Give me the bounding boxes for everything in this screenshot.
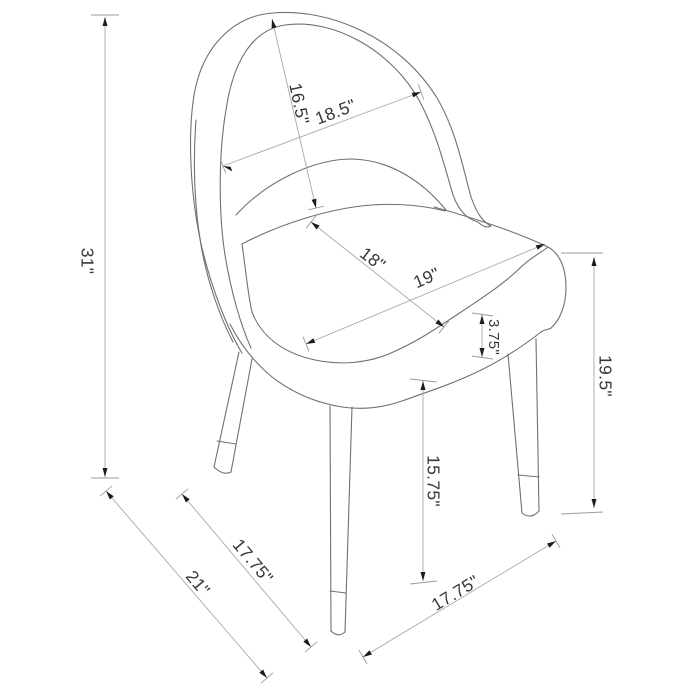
dimension-label-leg-span-front: 17.75" — [427, 570, 483, 615]
leg-span-front-arrow-left — [363, 650, 372, 657]
seat-width-arrow-left — [306, 338, 315, 344]
dimension-leg-span-front — [359, 534, 560, 664]
dimension-label-overall-height: 31" — [77, 247, 98, 275]
dimension-label-back-height: 16.5" — [285, 81, 314, 127]
chair-seat-right-corner-bulge — [548, 247, 566, 328]
dimension-overall-height — [77, 15, 119, 478]
back-left-leg-foot — [214, 467, 231, 473]
seat-thickness-arrow-bottom — [480, 348, 485, 357]
seat-height-arrow-top — [592, 257, 597, 266]
seat-height-arrow-bottom — [592, 499, 597, 508]
front-left-leg-foot — [331, 631, 345, 635]
seat-depth-arrow-top — [311, 222, 320, 230]
back-height-arrow-bottom — [312, 199, 317, 208]
dimension-back-width — [220, 85, 424, 174]
dimension-label-seat-thickness: 3.75" — [485, 318, 503, 356]
floor-to-seat-bottom-arrow-top — [421, 381, 426, 390]
dimension-seat-thickness — [472, 313, 502, 359]
seat-thickness-tick-bottom — [472, 356, 493, 359]
seat-width-line — [306, 244, 545, 344]
chair-back-left-leg — [214, 352, 252, 473]
dimension-label-seat-height: 19.5" — [595, 355, 616, 397]
dimension-label-leg-span-side: 17.75" — [228, 534, 278, 588]
chair-front-left-leg — [330, 406, 352, 635]
back-width-arrow-right — [412, 92, 421, 98]
seat-width-tick-left — [303, 337, 309, 352]
chair-right-leg — [508, 339, 539, 516]
dimension-label-seat-depth: 18" — [356, 242, 390, 275]
floor-to-seat-bottom-tick-bottom — [410, 581, 437, 584]
back-width-tick-right — [418, 85, 424, 100]
dimension-seat-height — [561, 253, 615, 514]
chair-backrest-left-seam-line — [194, 120, 233, 342]
chair-backrest-outer-edge — [191, 12, 491, 353]
seat-thickness-arrow-top — [480, 315, 485, 324]
front-left-leg-inner-edge — [345, 407, 352, 632]
chair-seat-left-corner-edge — [242, 244, 252, 312]
floor-to-seat-bottom-tick-top — [410, 379, 437, 382]
leg-span-front-arrow-right — [547, 541, 556, 548]
right-leg-inner-edge — [536, 339, 539, 511]
seat-width-arrow-right — [536, 244, 545, 250]
dimension-label-back-width: 18.5" — [312, 94, 359, 129]
back-height-arrow-top — [272, 19, 277, 28]
dimension-floor-to-seat-bottom — [410, 379, 443, 584]
overall-height-arrow-bottom — [103, 468, 108, 477]
overall-height-arrow-top — [103, 17, 108, 26]
right-leg-cap-line — [518, 475, 539, 477]
chair-back-cushion-top-edge — [236, 159, 446, 215]
back-width-line — [223, 92, 421, 166]
dimension-label-floor-to-seat-bottom: 15.75" — [423, 455, 444, 507]
leg-span-front-tick-left — [359, 650, 367, 664]
right-leg-outer-edge — [508, 354, 522, 513]
right-leg-foot — [522, 511, 539, 516]
dimension-overall-depth — [100, 486, 273, 683]
front-left-leg-cap-line — [330, 591, 346, 593]
leg-span-front-tick-right — [552, 534, 560, 548]
chair-seat-right-back-edge — [434, 207, 548, 247]
front-left-leg-outer-edge — [330, 406, 331, 631]
chair-seat-back-edge — [242, 204, 445, 244]
dimension-label-overall-depth: 21" — [181, 566, 215, 600]
dimension-label-seat-width: 19" — [410, 263, 443, 293]
floor-to-seat-bottom-arrow-bottom — [421, 572, 426, 581]
chair-backrest-inner-edge — [220, 24, 478, 348]
seat-thickness-tick-top — [472, 313, 493, 316]
seat-height-tick-bottom — [561, 512, 603, 514]
